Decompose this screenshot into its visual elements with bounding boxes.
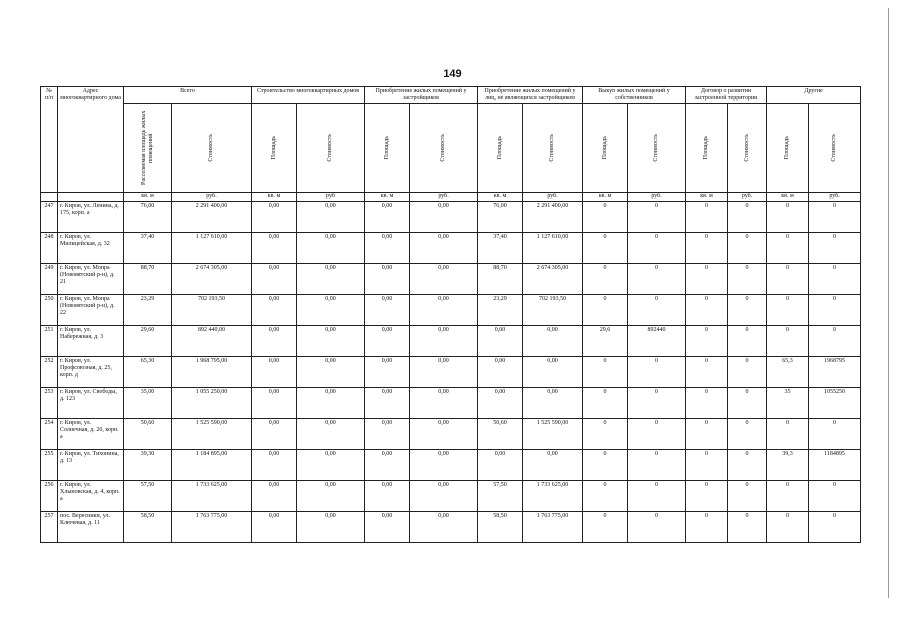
header-group: Строительство многоквартирных домов [252, 87, 365, 104]
row-value-cell: 0 [628, 201, 686, 232]
row-value-cell: 29,60 [124, 325, 172, 356]
row-value-cell: 0 [728, 294, 767, 325]
row-value-cell: 0,00 [297, 232, 365, 263]
unit-cell: руб. [628, 192, 686, 201]
row-value-cell: 0 [628, 511, 686, 542]
table-row [41, 418, 861, 449]
header-address: Адрес многоквартирного дома [58, 87, 124, 193]
row-value-cell: 0,00 [365, 480, 410, 511]
table-row [41, 263, 861, 294]
row-number: 254 [41, 418, 58, 449]
row-value-cell: 0 [628, 418, 686, 449]
row-number: 256 [41, 480, 58, 511]
row-value-cell: 0,00 [523, 356, 583, 387]
subheader-cell: Стоимость [809, 103, 861, 192]
row-value-cell: 0 [809, 511, 861, 542]
row-value-cell: 65,3 [767, 356, 809, 387]
row-address: пос. Вересники, ул. Ключевая, д. 11 [58, 511, 124, 542]
table-row [41, 325, 861, 356]
row-value-cell: 0,00 [410, 263, 478, 294]
row-address: г. Киров, ул. Милицейская, д. 32 [58, 232, 124, 263]
row-value-cell: 0,00 [410, 356, 478, 387]
row-value-cell: 0,00 [410, 511, 478, 542]
row-value-cell: 0 [686, 201, 728, 232]
row-value-cell: 0,00 [297, 294, 365, 325]
row-value-cell: 0 [583, 511, 628, 542]
subheader-cell: Стоимость [172, 103, 252, 192]
unit-cell: кв. м [767, 192, 809, 201]
row-value-cell: 76,00 [478, 201, 523, 232]
row-value-cell: 0 [728, 201, 767, 232]
row-value-cell: 0,00 [410, 387, 478, 418]
row-number: 250 [41, 294, 58, 325]
subheader-cell: Стоимость [523, 103, 583, 192]
row-value-cell: 1184895 [809, 449, 861, 480]
row-value-cell: 0,00 [252, 511, 297, 542]
row-value-cell: 702 193,50 [523, 294, 583, 325]
row-value-cell: 702 193,50 [172, 294, 252, 325]
row-value-cell: 0,00 [365, 449, 410, 480]
table-row [41, 387, 861, 418]
row-value-cell: 58,50 [124, 511, 172, 542]
subheader-cell: Стоимость [628, 103, 686, 192]
row-value-cell: 0 [767, 232, 809, 263]
row-value-cell: 1 184 895,00 [172, 449, 252, 480]
row-value-cell: 0,00 [365, 263, 410, 294]
row-value-cell: 1968795 [809, 356, 861, 387]
row-value-cell: 0,00 [297, 356, 365, 387]
row-number: 249 [41, 263, 58, 294]
subheader-cell: Расселяемая площадь жилых помещений [124, 103, 172, 192]
unit-cell: руб. [809, 192, 861, 201]
row-value-cell: 0 [809, 263, 861, 294]
row-value-cell: 0,00 [478, 387, 523, 418]
row-address: г. Киров, ул. Ленина, д. 175, корп. а [58, 201, 124, 232]
header-group: Приобретение жилых помещений у застройщиков [365, 87, 478, 104]
unit-cell: руб. [172, 192, 252, 201]
row-value-cell: 0 [686, 294, 728, 325]
table-row [41, 449, 861, 480]
row-value-cell: 88,70 [478, 263, 523, 294]
row-value-cell: 1 127 610,00 [172, 232, 252, 263]
row-value-cell: 0,00 [297, 325, 365, 356]
row-address: г. Киров, ул. Набережная, д. 3 [58, 325, 124, 356]
row-value-cell: 2 674 305,00 [172, 263, 252, 294]
subheader-row [41, 103, 861, 192]
row-value-cell: 0,00 [410, 480, 478, 511]
row-value-cell: 0 [767, 418, 809, 449]
row-value-cell: 0 [728, 356, 767, 387]
row-value-cell: 0,00 [365, 325, 410, 356]
row-value-cell: 0,00 [410, 418, 478, 449]
row-value-cell: 0 [628, 232, 686, 263]
row-value-cell: 0 [809, 232, 861, 263]
row-value-cell: 1 733 625,00 [172, 480, 252, 511]
row-value-cell: 0 [728, 387, 767, 418]
row-value-cell: 0,00 [252, 232, 297, 263]
row-value-cell: 0,00 [523, 325, 583, 356]
group-header-row [41, 87, 861, 104]
header-group: Другие [767, 87, 861, 104]
subheader-cell: Площадь [767, 103, 809, 192]
header-group: Договор о развитии застроенной территории [686, 87, 767, 104]
row-value-cell: 0,00 [365, 387, 410, 418]
row-value-cell: 0,00 [410, 294, 478, 325]
row-value-cell: 0 [686, 480, 728, 511]
row-value-cell: 0,00 [410, 232, 478, 263]
row-value-cell: 0,00 [365, 294, 410, 325]
row-value-cell: 0,00 [252, 263, 297, 294]
row-value-cell: 0 [583, 387, 628, 418]
row-value-cell: 2 291 400,00 [523, 201, 583, 232]
row-value-cell: 0 [809, 325, 861, 356]
subheader-cell: Стоимость [297, 103, 365, 192]
row-value-cell: 0 [728, 325, 767, 356]
row-value-cell: 1 525 590,00 [523, 418, 583, 449]
row-value-cell: 57,50 [124, 480, 172, 511]
table-row [41, 294, 861, 325]
row-value-cell: 2 674 305,00 [523, 263, 583, 294]
row-value-cell: 0 [809, 480, 861, 511]
row-value-cell: 58,50 [478, 511, 523, 542]
unit-blank [58, 192, 124, 201]
row-value-cell: 0 [728, 418, 767, 449]
row-value-cell: 0,00 [478, 356, 523, 387]
row-value-cell: 0,00 [365, 201, 410, 232]
row-address: г. Киров, ул. Профсоюзная, д. 25, корп. д [58, 356, 124, 387]
unit-cell: руб. [410, 192, 478, 201]
row-address: г. Киров, ул. Солнечная, д. 20, корп. а [58, 418, 124, 449]
row-value-cell: 0,00 [252, 201, 297, 232]
row-address: г. Киров, ул. Мопра (Нововятский р-н), д. 22 [58, 294, 124, 325]
subheader-cell: Площадь [478, 103, 523, 192]
row-value-cell: 0,00 [410, 325, 478, 356]
row-value-cell: 0 [628, 449, 686, 480]
row-value-cell: 0 [809, 201, 861, 232]
row-value-cell: 0,00 [523, 387, 583, 418]
unit-cell: кв. м [478, 192, 523, 201]
row-value-cell: 0 [686, 263, 728, 294]
row-value-cell: 0,00 [410, 201, 478, 232]
row-value-cell: 0,00 [297, 480, 365, 511]
row-value-cell: 23,29 [124, 294, 172, 325]
row-value-cell: 0,00 [297, 263, 365, 294]
row-value-cell: 0 [767, 325, 809, 356]
row-value-cell: 35 [767, 387, 809, 418]
row-value-cell: 0 [628, 387, 686, 418]
row-value-cell: 0,00 [478, 449, 523, 480]
row-value-cell: 0,00 [297, 449, 365, 480]
row-value-cell: 0 [583, 449, 628, 480]
row-value-cell: 39,3 [767, 449, 809, 480]
row-value-cell: 0 [628, 480, 686, 511]
row-value-cell: 892 440,00 [172, 325, 252, 356]
row-address: г. Киров, ул. Тихонина, д. 13 [58, 449, 124, 480]
row-value-cell: 0,00 [297, 387, 365, 418]
unit-cell: руб. [728, 192, 767, 201]
unit-cell: руб [297, 192, 365, 201]
row-value-cell: 0 [728, 449, 767, 480]
row-value-cell: 0 [809, 294, 861, 325]
row-value-cell: 50,60 [124, 418, 172, 449]
row-number: 257 [41, 511, 58, 542]
row-value-cell: 0 [767, 201, 809, 232]
row-value-cell: 1 733 625,00 [523, 480, 583, 511]
row-value-cell: 0 [686, 387, 728, 418]
row-value-cell: 0 [686, 232, 728, 263]
row-value-cell: 1 968 795,00 [172, 356, 252, 387]
subheader-cell: Площадь [252, 103, 297, 192]
row-value-cell: 0,00 [297, 418, 365, 449]
row-value-cell: 892440 [628, 325, 686, 356]
row-value-cell: 0,00 [365, 511, 410, 542]
row-value-cell: 88,70 [124, 263, 172, 294]
row-value-cell: 0,00 [252, 356, 297, 387]
row-value-cell: 0,00 [478, 325, 523, 356]
row-value-cell: 0 [583, 480, 628, 511]
row-value-cell: 0,00 [252, 449, 297, 480]
row-value-cell: 0,00 [252, 325, 297, 356]
row-value-cell: 0,00 [410, 449, 478, 480]
header-group: Выкуп жилых помещений у собственников [583, 87, 686, 104]
row-value-cell: 0,00 [252, 294, 297, 325]
row-number: 253 [41, 387, 58, 418]
row-value-cell: 0,00 [365, 418, 410, 449]
resettlement-table [40, 86, 861, 543]
row-value-cell: 29,6 [583, 325, 628, 356]
row-value-cell: 23,29 [478, 294, 523, 325]
units-row [41, 192, 861, 201]
row-value-cell: 35,00 [124, 387, 172, 418]
row-value-cell: 0,00 [523, 449, 583, 480]
header-group: Всего [124, 87, 252, 104]
row-value-cell: 0 [767, 263, 809, 294]
scan-edge-line [888, 8, 889, 598]
row-value-cell: 0 [728, 480, 767, 511]
row-value-cell: 0 [583, 232, 628, 263]
table-row [41, 480, 861, 511]
subheader-cell: Стоимость [410, 103, 478, 192]
row-value-cell: 0 [583, 294, 628, 325]
unit-cell: кв. м [124, 192, 172, 201]
row-number: 251 [41, 325, 58, 356]
row-value-cell: 0,00 [365, 356, 410, 387]
row-value-cell: 0 [767, 480, 809, 511]
row-value-cell: 0 [628, 356, 686, 387]
table-row [41, 511, 861, 542]
header-num: № п/п [41, 87, 58, 193]
row-value-cell: 0 [583, 201, 628, 232]
row-value-cell: 2 291 400,00 [172, 201, 252, 232]
row-value-cell: 37,40 [478, 232, 523, 263]
header-group: Приобретение жилых помещений у лиц, не являющихся застройщиком [478, 87, 583, 104]
row-value-cell: 0,00 [297, 511, 365, 542]
row-address: г. Киров, ул. Хлыновская, д. 4, корп. а [58, 480, 124, 511]
row-value-cell: 0 [583, 263, 628, 294]
row-value-cell: 76,00 [124, 201, 172, 232]
table-row [41, 232, 861, 263]
row-value-cell: 0 [686, 449, 728, 480]
row-value-cell: 0,00 [252, 480, 297, 511]
row-value-cell: 50,60 [478, 418, 523, 449]
table-body [41, 201, 861, 542]
row-value-cell: 0 [728, 232, 767, 263]
subheader-cell: Площадь [365, 103, 410, 192]
row-value-cell: 0 [728, 511, 767, 542]
row-value-cell: 0 [628, 263, 686, 294]
subheader-cell: Площадь [686, 103, 728, 192]
row-number: 248 [41, 232, 58, 263]
row-value-cell: 1055250 [809, 387, 861, 418]
unit-cell: кв. м [686, 192, 728, 201]
row-value-cell: 1 763 775,00 [172, 511, 252, 542]
row-address: г. Киров, ул. Свободы, д. 123 [58, 387, 124, 418]
row-value-cell: 0 [728, 263, 767, 294]
subheader-cell: Стоимость [728, 103, 767, 192]
row-value-cell: 0,00 [365, 232, 410, 263]
row-value-cell: 1 525 590,00 [172, 418, 252, 449]
row-number: 252 [41, 356, 58, 387]
row-value-cell: 1 763 775,00 [523, 511, 583, 542]
row-value-cell: 39,30 [124, 449, 172, 480]
row-value-cell: 0,00 [252, 387, 297, 418]
row-value-cell: 0 [583, 356, 628, 387]
row-number: 255 [41, 449, 58, 480]
unit-cell: руб. [523, 192, 583, 201]
unit-cell: кв. м [583, 192, 628, 201]
row-value-cell: 0 [686, 356, 728, 387]
row-value-cell: 0 [583, 418, 628, 449]
unit-cell: кв. м [252, 192, 297, 201]
row-value-cell: 0,00 [252, 418, 297, 449]
row-value-cell: 0,00 [297, 201, 365, 232]
row-value-cell: 65,30 [124, 356, 172, 387]
unit-cell: кв. м [365, 192, 410, 201]
row-value-cell: 1 127 610,00 [523, 232, 583, 263]
row-value-cell: 1 055 250,00 [172, 387, 252, 418]
row-value-cell: 37,40 [124, 232, 172, 263]
table-row [41, 201, 861, 232]
row-value-cell: 0 [686, 511, 728, 542]
table-row [41, 356, 861, 387]
row-value-cell: 57,50 [478, 480, 523, 511]
subheader-cell: Площадь [583, 103, 628, 192]
row-value-cell: 0 [767, 511, 809, 542]
row-value-cell: 0 [809, 418, 861, 449]
row-value-cell: 0 [628, 294, 686, 325]
row-number: 247 [41, 201, 58, 232]
row-address: г. Киров, ул. Мопра (Нововятский р-н), д. 21 [58, 263, 124, 294]
unit-blank [41, 192, 58, 201]
page-number: 149 [443, 68, 462, 80]
row-value-cell: 0 [767, 294, 809, 325]
row-value-cell: 0 [686, 325, 728, 356]
row-value-cell: 0 [686, 418, 728, 449]
